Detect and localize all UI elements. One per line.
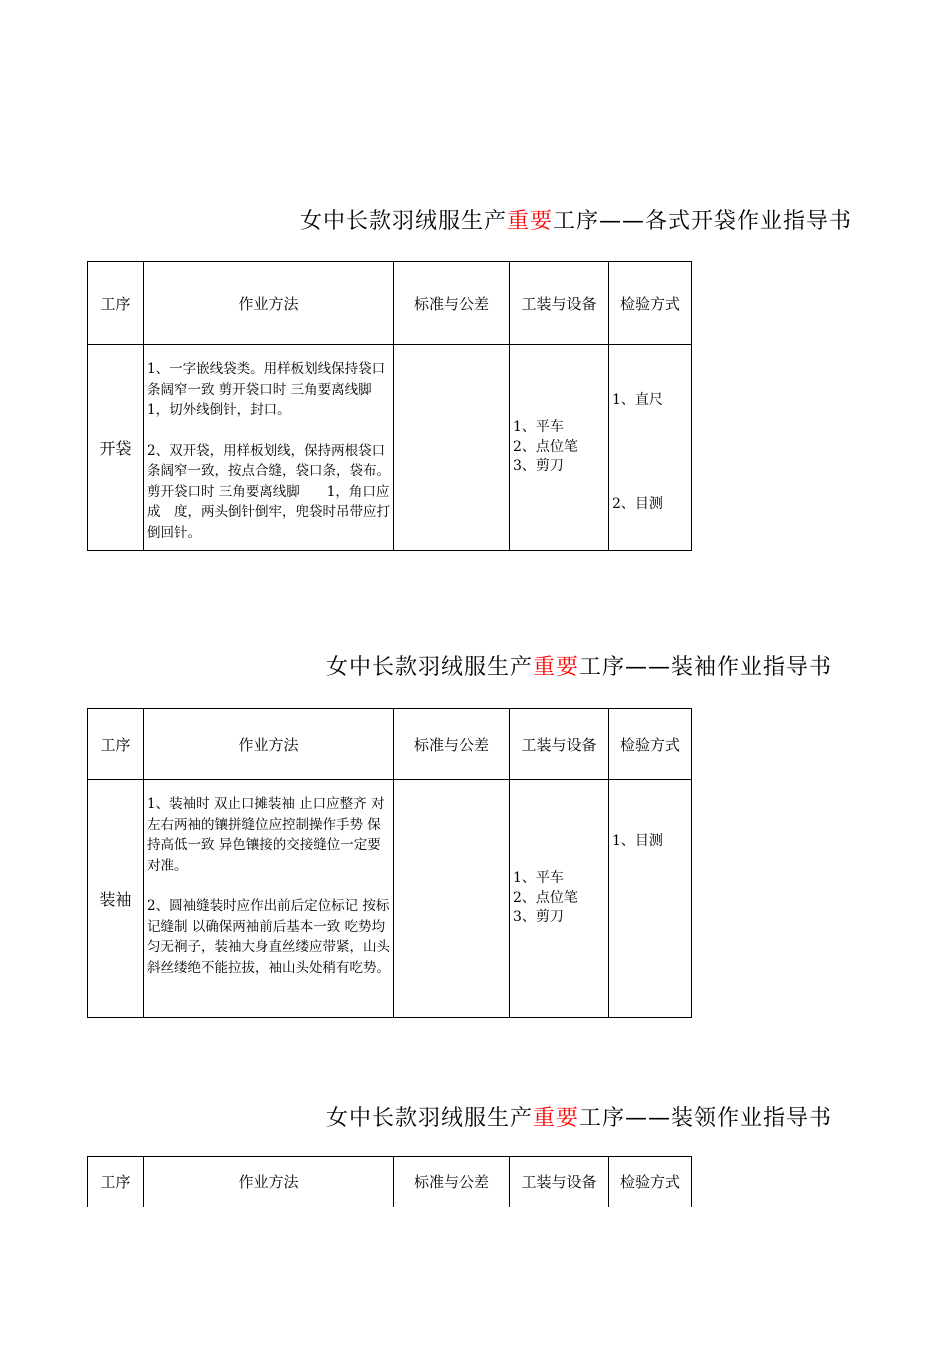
equipment-item: 3、剪刀	[513, 909, 564, 926]
header-equipment: 工装与设备	[510, 262, 609, 345]
equipment-item: 2、点位笔	[513, 438, 578, 455]
header-inspection: 检验方式	[609, 709, 692, 780]
equipment-item: 3、剪刀	[513, 458, 564, 475]
inspection-item: 1、直尺	[612, 392, 663, 408]
equipment-cell	[510, 780, 609, 1018]
process-cell: 开袋	[88, 345, 144, 551]
title-prefix: 女中长款羽绒服生产	[326, 1106, 534, 1131]
header-equipment: 工装与设备	[510, 709, 609, 780]
table-header-row	[88, 709, 692, 780]
title-highlight: 重要	[533, 655, 580, 680]
instruction-table	[87, 708, 692, 1018]
header-method: 作业方法	[144, 709, 394, 780]
section-title	[326, 1101, 832, 1132]
method-cell	[144, 345, 399, 551]
instruction-table	[87, 1156, 692, 1207]
process-cell: 装袖	[88, 780, 144, 1018]
method-step: 1、一字嵌线袋类。用样板划线保持袋口条阔窄一致 剪开袋口时 三角要离线脚 1，切外线倒针，封口。	[147, 361, 399, 418]
title-highlight: 重要	[507, 209, 554, 234]
inspection-item: 1、目测	[612, 833, 663, 849]
header-inspection: 检验方式	[609, 262, 692, 345]
standard-cell	[394, 345, 510, 551]
header-inspection: 检验方式	[609, 1157, 692, 1207]
table-row	[88, 345, 692, 551]
title-suffix: 工序——各式开袋作业指导书	[553, 209, 853, 234]
title-prefix: 女中长款羽绒服生产	[300, 209, 508, 234]
method-step: 2、圆袖缝装时应作出前后定位标记 按标记缝制 以确保两袖前后基本一致 吃势均匀无裥子，装袖大身直丝缕应带紧，山头斜丝缕绝不能拉拔，袖山头处稍有吃势。	[147, 898, 390, 976]
inspection-cell	[609, 780, 692, 1018]
section-title	[326, 650, 832, 681]
header-method: 作业方法	[144, 262, 394, 345]
equipment-item: 1、平车	[513, 419, 564, 436]
header-method: 作业方法	[144, 1157, 394, 1207]
equipment-cell	[510, 345, 609, 551]
header-process: 工序	[88, 262, 144, 345]
method-step: 1、装袖时 双止口摊装袖 止口应整齐 对左右两袖的镶拼缝位应控制操作手势 保持高低一致 异色镶接的交接缝位一定要对准。	[147, 796, 385, 874]
standard-cell	[394, 780, 510, 1018]
title-suffix: 工序——装领作业指导书	[579, 1106, 833, 1131]
equipment-item: 2、点位笔	[513, 889, 578, 906]
section-title	[300, 204, 852, 235]
instruction-table	[87, 261, 692, 551]
table-row	[88, 780, 692, 1018]
method-step: 2、双开袋，用样板划线，保持两根袋口条阔窄一致，按点合缝，袋口条，袋布。剪开袋口时 三角要离线脚 1，角口应成 度，两头倒针倒牢，兜袋时吊带应打倒回针。	[147, 442, 390, 541]
equipment-item: 1、平车	[513, 870, 564, 887]
method-cell	[144, 780, 394, 1018]
header-standard: 标准与公差	[394, 709, 510, 780]
title-highlight: 重要	[533, 1106, 580, 1131]
inspection-cell	[609, 345, 692, 551]
title-prefix: 女中长款羽绒服生产	[326, 655, 534, 680]
header-standard: 标准与公差	[394, 262, 510, 345]
table-header-row	[88, 262, 692, 345]
table-header-row	[88, 1157, 692, 1207]
header-process: 工序	[88, 1157, 144, 1207]
title-suffix: 工序——装袖作业指导书	[579, 655, 833, 680]
header-equipment: 工装与设备	[510, 1157, 609, 1207]
header-standard: 标准与公差	[394, 1157, 510, 1207]
inspection-item: 2、目测	[612, 496, 663, 512]
header-process: 工序	[88, 709, 144, 780]
